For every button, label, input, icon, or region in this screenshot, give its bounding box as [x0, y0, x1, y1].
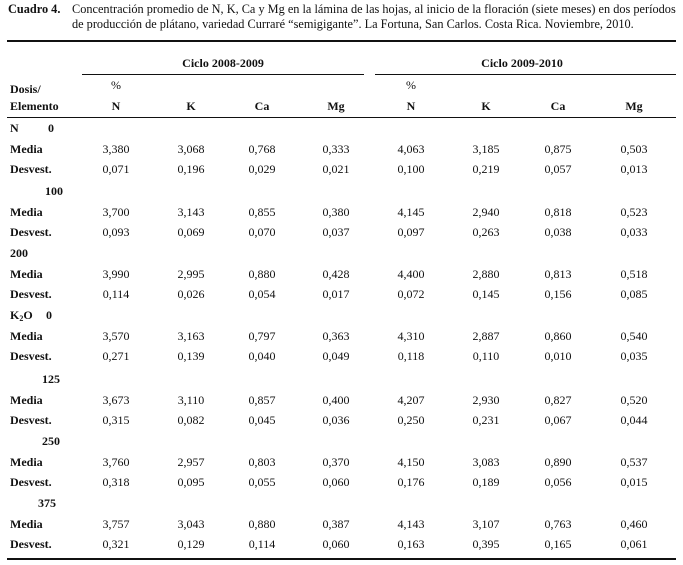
table-cell: 2,957	[177, 454, 205, 469]
table-cell: 0,114	[102, 287, 130, 301]
unit-label-2: %	[406, 78, 416, 92]
table-cell: 0,013	[620, 162, 648, 176]
table-cell: 3,143	[177, 204, 205, 219]
desvest-label: Desvest.	[10, 349, 52, 363]
table-cell: 0,100	[397, 162, 425, 176]
k2o-subscript: 2	[19, 314, 24, 323]
table-cell: 3,083	[472, 454, 500, 469]
table-cell: 0,333	[322, 141, 350, 156]
cycle2-rule	[375, 74, 676, 75]
dose-label-k2o-0: 0	[46, 308, 52, 322]
table-cell: 3,570	[102, 328, 130, 343]
table-cell: 0,067	[544, 413, 572, 427]
media-label: Media	[10, 392, 43, 407]
table-cell: 0,855	[248, 204, 276, 219]
table-cell: 0,503	[620, 141, 648, 156]
table-cell: 0,520	[620, 392, 648, 407]
desvest-label: Desvest.	[10, 475, 52, 489]
table-cell: 0,038	[544, 225, 572, 239]
table-cell: 0,093	[102, 225, 130, 239]
unit-label-1: %	[111, 78, 121, 92]
dose-label-n-100: 100	[45, 184, 63, 198]
element-label-n: N	[10, 121, 19, 135]
table-cell: 0,271	[102, 349, 130, 363]
table-cell: 0,015	[620, 475, 648, 489]
k2o-o: O	[23, 308, 33, 322]
table-cell: 0,070	[248, 225, 276, 239]
k2o-k: K	[10, 308, 20, 322]
desvest-label: Desvest.	[10, 413, 52, 427]
stub-header-line2: Elemento	[10, 99, 59, 113]
table-cell: 0,231	[472, 413, 500, 427]
table-cell: 4,150	[397, 454, 425, 469]
table-cell: 3,107	[472, 516, 500, 531]
dose-label-k2o-125: 125	[42, 372, 60, 386]
bottom-rule	[7, 558, 676, 560]
table-cell: 0,219	[472, 162, 500, 176]
table-cell: 0,021	[322, 162, 350, 176]
table-cell: 3,757	[102, 516, 130, 531]
table-cell: 0,060	[322, 537, 350, 551]
table-cell: 0,880	[248, 266, 276, 281]
table-cell: 0,797	[248, 328, 276, 343]
table-cell: 0,189	[472, 475, 500, 489]
table-cell: 3,380	[102, 141, 130, 156]
cycle2-header: Ciclo 2009-2010	[481, 56, 563, 70]
table-cell: 3,163	[177, 328, 205, 343]
table-cell: 0,263	[472, 225, 500, 239]
table-cell: 0,026	[177, 287, 205, 301]
table-cell: 0,097	[397, 225, 425, 239]
column-header-mg-cycle2: Mg	[625, 99, 643, 113]
media-label: Media	[10, 328, 43, 343]
table-cell: 0,069	[177, 225, 205, 239]
table-cell: 0,095	[177, 475, 205, 489]
table-cell: 0,196	[177, 162, 205, 176]
table-cell: 0,523	[620, 204, 648, 219]
table-cell: 3,760	[102, 454, 130, 469]
table-cell: 0,400	[322, 392, 350, 407]
dose-label-k2o-250: 250	[42, 434, 60, 448]
table-cell: 0,129	[177, 537, 205, 551]
table-cell: 0,163	[397, 537, 425, 551]
table-cell: 0,428	[322, 266, 350, 281]
table-cell: 3,043	[177, 516, 205, 531]
top-rule	[7, 40, 676, 42]
table-cell: 0,118	[397, 349, 425, 363]
table-cell: 0,082	[177, 413, 205, 427]
column-header-ca-cycle1: Ca	[254, 99, 270, 113]
table-cell: 0,057	[544, 162, 572, 176]
table-cell: 0,818	[544, 204, 572, 219]
desvest-label: Desvest.	[10, 537, 52, 551]
table-cell: 0,880	[248, 516, 276, 531]
table-cell: 0,145	[472, 287, 500, 301]
table-cell: 0,363	[322, 328, 350, 343]
table-cell: 3,673	[102, 392, 130, 407]
table-cell: 0,857	[248, 392, 276, 407]
header-rule	[7, 117, 676, 118]
media-label: Media	[10, 454, 43, 469]
table-cell: 0,036	[322, 413, 350, 427]
table-cell: 0,860	[544, 328, 572, 343]
column-header-n-cycle1: N	[111, 99, 121, 113]
table-cell: 0,370	[322, 454, 350, 469]
table-cell: 4,145	[397, 204, 425, 219]
table-cell: 0,380	[322, 204, 350, 219]
caption-text: Concentración promedio de N, K, Ca y Mg en la lámina de las hojas, al inicio de la floración (siete meses) en dos períodos de producción de plátano, variedad Curraré “semigigante”. La Fortuna, San Carlos. Costa Rica. Noviembre, 2010.	[72, 2, 676, 31]
table-cell: 0,037	[322, 225, 350, 239]
dose-label-k2o-375: 375	[38, 496, 56, 510]
cycle1-rule	[82, 74, 364, 75]
table-cell: 0,875	[544, 141, 572, 156]
table-cell: 3,068	[177, 141, 205, 156]
desvest-label: Desvest.	[10, 287, 52, 301]
table-cell: 0,044	[620, 413, 648, 427]
table-cell: 2,930	[472, 392, 500, 407]
table-cell: 0,033	[620, 225, 648, 239]
caption-label: Cuadro 4.	[8, 2, 61, 16]
dose-label-n-200: 200	[10, 246, 28, 260]
table-cell: 0,060	[322, 475, 350, 489]
table-cell: 0,518	[620, 266, 648, 281]
table-caption	[8, 2, 678, 32]
table-cell: 0,176	[397, 475, 425, 489]
media-label: Media	[10, 141, 43, 156]
table-cell: 0,029	[248, 162, 276, 176]
media-label: Media	[10, 516, 43, 531]
table-cell: 0,156	[544, 287, 572, 301]
table-cell: 2,887	[472, 328, 500, 343]
table-cell: 3,990	[102, 266, 130, 281]
table-cell: 0,540	[620, 328, 648, 343]
table-cell: 0,017	[322, 287, 350, 301]
table-cell: 0,054	[248, 287, 276, 301]
table-cell: 4,063	[397, 141, 425, 156]
table-cell: 0,460	[620, 516, 648, 531]
table-cell: 0,040	[248, 349, 276, 363]
table-cell: 0,071	[102, 162, 130, 176]
column-header-n-cycle2: N	[406, 99, 416, 113]
table-cell: 4,310	[397, 328, 425, 343]
table-cell: 0,395	[472, 537, 500, 551]
table-cell: 0,803	[248, 454, 276, 469]
table-cell: 2,940	[472, 204, 500, 219]
media-label: Media	[10, 266, 43, 281]
column-header-ca-cycle2: Ca	[550, 99, 566, 113]
table-cell: 0,055	[248, 475, 276, 489]
table-cell: 0,250	[397, 413, 425, 427]
element-label-k2o	[10, 308, 33, 323]
column-header-k-cycle1: K	[186, 99, 196, 113]
table-cell: 0,763	[544, 516, 572, 531]
table-cell: 0,045	[248, 413, 276, 427]
table-cell: 0,010	[544, 349, 572, 363]
table-cell: 0,049	[322, 349, 350, 363]
desvest-label: Desvest.	[10, 225, 52, 239]
table-cell: 0,061	[620, 537, 648, 551]
table-cell: 4,400	[397, 266, 425, 281]
table-cell: 0,165	[544, 537, 572, 551]
table-cell: 0,035	[620, 349, 648, 363]
column-header-mg-cycle1: Mg	[327, 99, 345, 113]
table-cell: 0,114	[248, 537, 276, 551]
table-cell: 4,143	[397, 516, 425, 531]
table-cell: 0,072	[397, 287, 425, 301]
table-cell: 0,085	[620, 287, 648, 301]
table-cell: 3,110	[177, 392, 205, 407]
table-cell: 0,110	[472, 349, 500, 363]
table-cell: 0,827	[544, 392, 572, 407]
column-header-k-cycle2: K	[481, 99, 491, 113]
table-cell: 0,139	[177, 349, 205, 363]
table-cell: 0,537	[620, 454, 648, 469]
media-label: Media	[10, 204, 43, 219]
table-cell: 0,768	[248, 141, 276, 156]
stub-header-line1: Dosis/	[10, 82, 41, 96]
table-cell: 0,315	[102, 413, 130, 427]
cycle1-header: Ciclo 2008-2009	[182, 56, 264, 70]
table-cell: 0,387	[322, 516, 350, 531]
table-cell: 4,207	[397, 392, 425, 407]
table-cell: 0,318	[102, 475, 130, 489]
table-cell: 0,813	[544, 266, 572, 281]
table-cell: 3,700	[102, 204, 130, 219]
table-cell: 3,185	[472, 141, 500, 156]
table-cell: 0,890	[544, 454, 572, 469]
table-cell: 0,321	[102, 537, 130, 551]
table-cell: 2,880	[472, 266, 500, 281]
desvest-label: Desvest.	[10, 162, 52, 176]
dose-label-n-0: 0	[48, 121, 54, 135]
table-cell: 0,056	[544, 475, 572, 489]
table-cell: 2,995	[177, 266, 205, 281]
